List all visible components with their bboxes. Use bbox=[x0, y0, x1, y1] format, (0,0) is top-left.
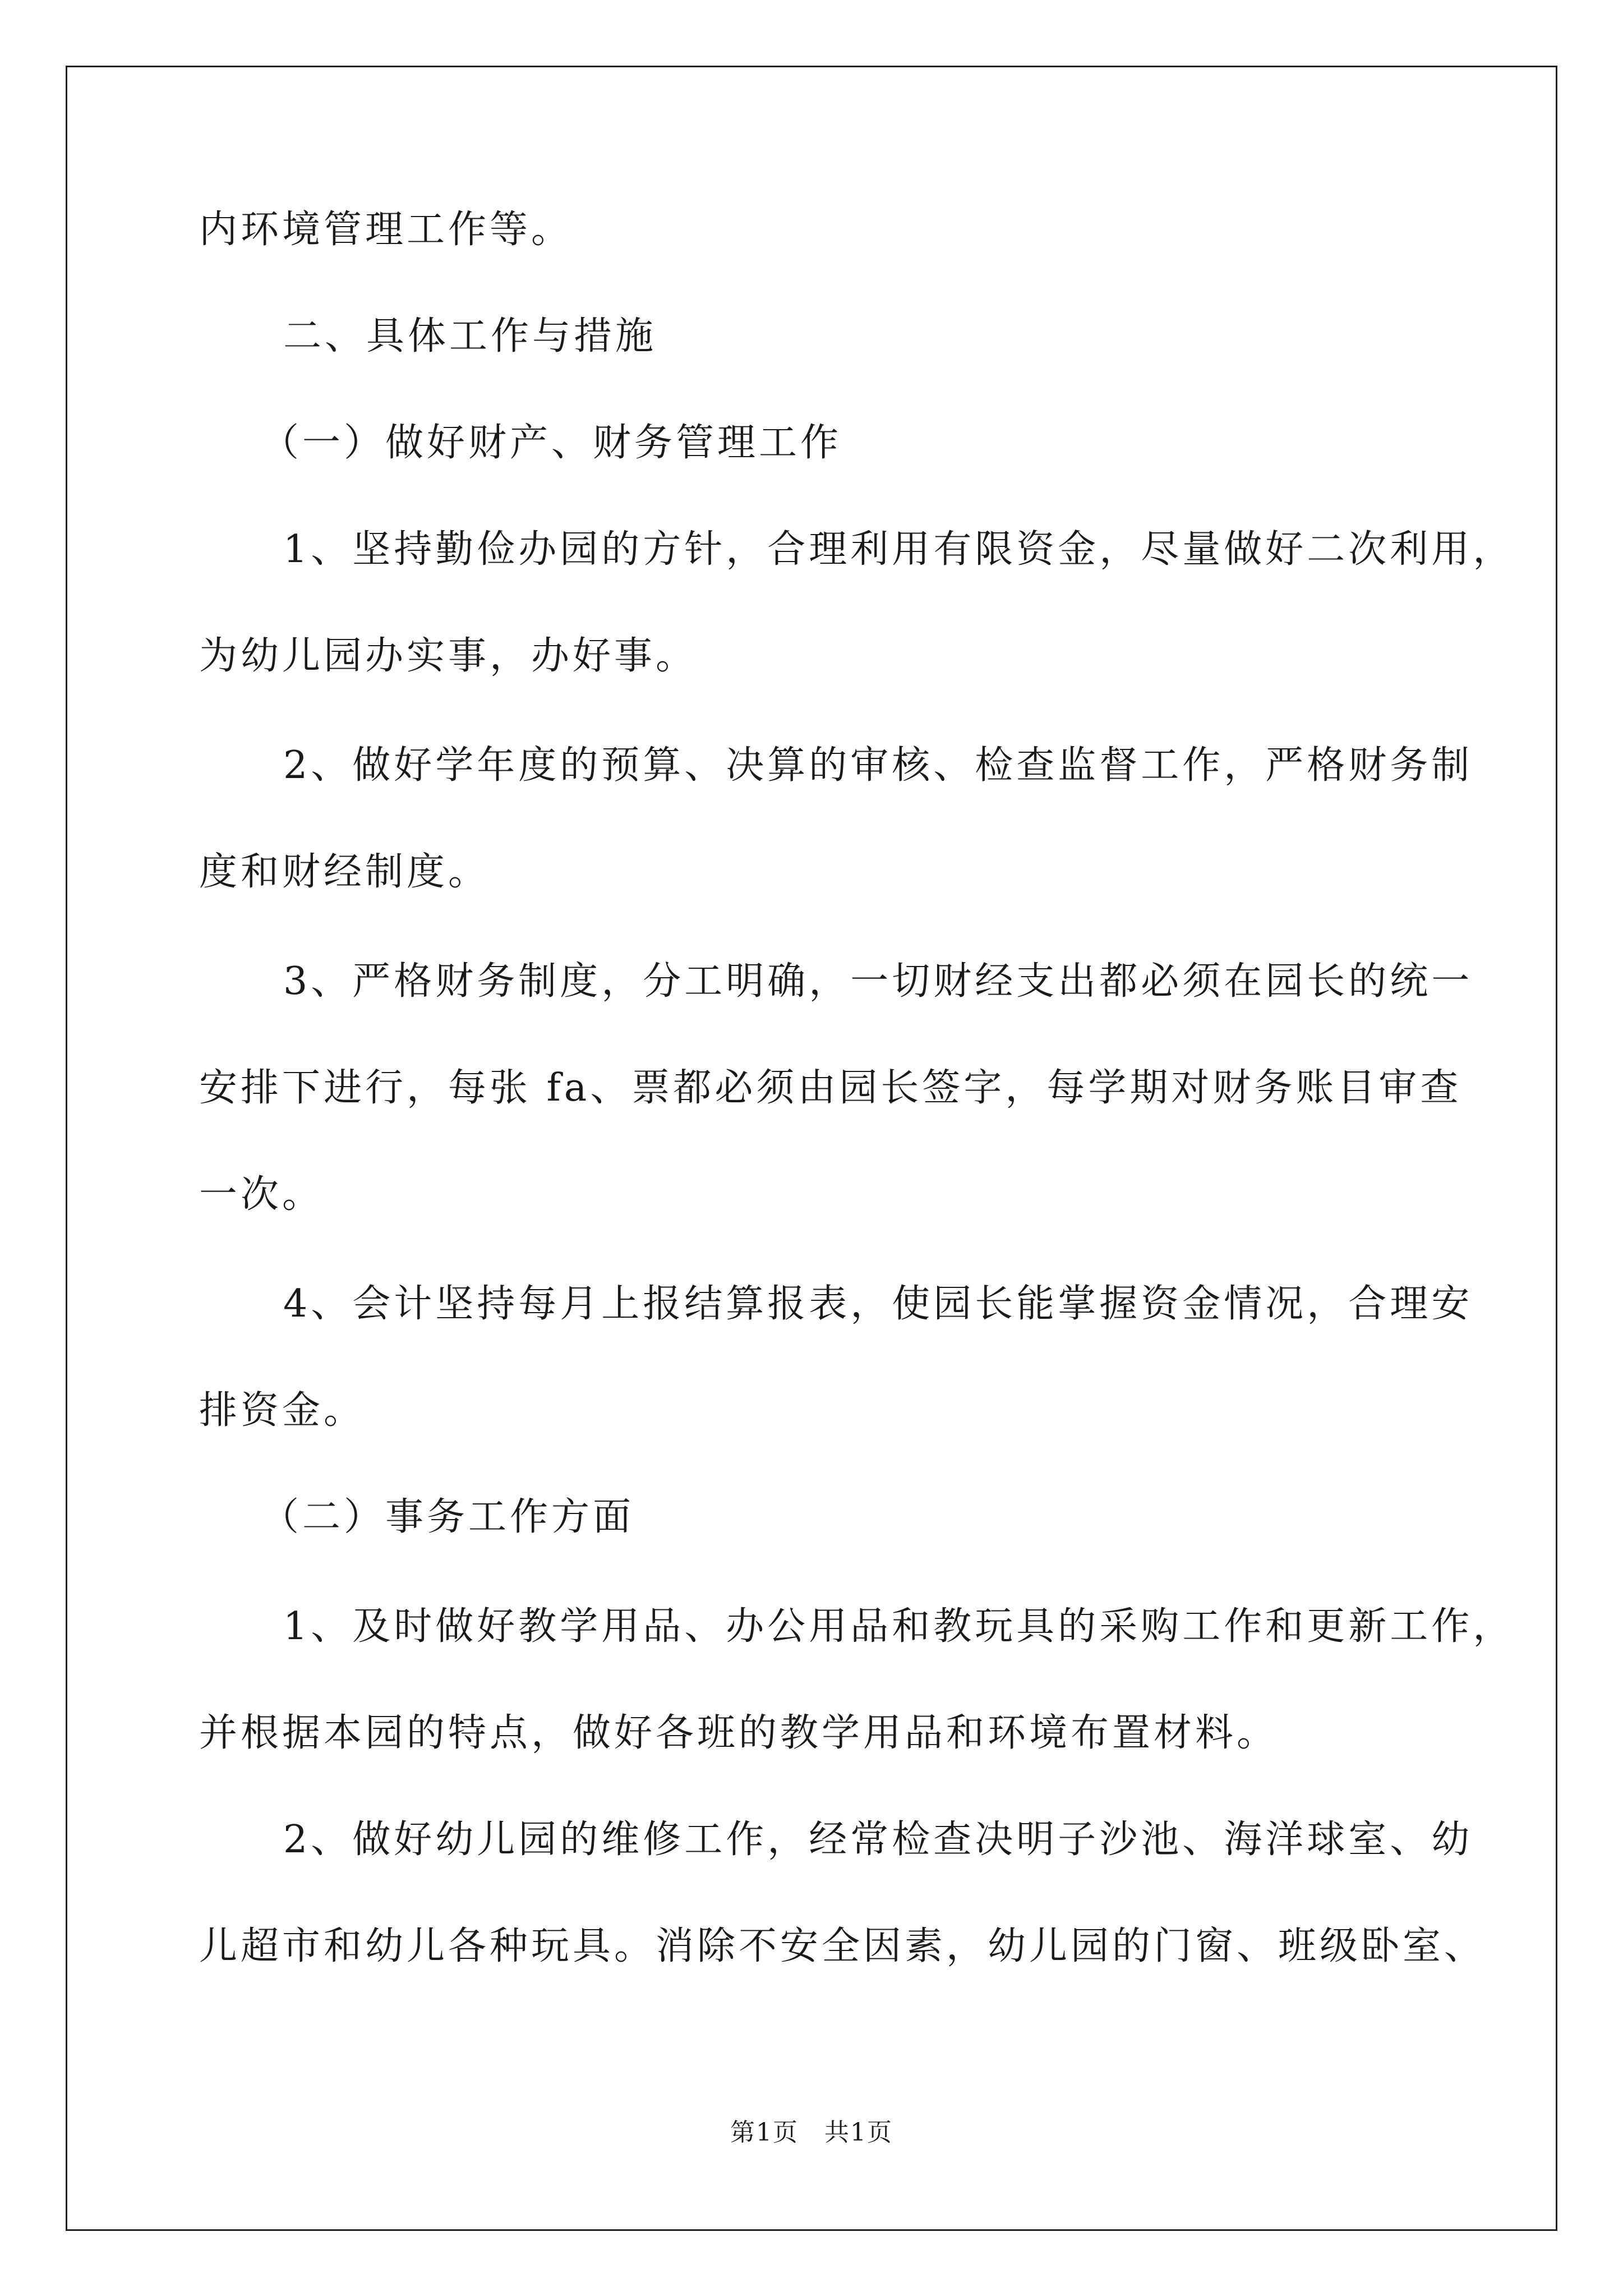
text-line: 1、及时做好教学用品、办公用品和教玩具的采购工作和更新工作， bbox=[283, 1604, 1515, 1649]
page-number-footer: 第1页 共1页 bbox=[730, 2118, 893, 2147]
subsection-heading: （一）做好财产、财务管理工作 bbox=[261, 421, 842, 465]
text-line: 安排下进行，每张 fa、票都必须由园长签字，每学期对财务账目审查 bbox=[199, 1066, 1462, 1110]
text-line: 一次。 bbox=[199, 1172, 324, 1217]
text-line: 度和财经制度。 bbox=[199, 850, 490, 894]
text-line: 儿超市和幼儿各种玩具。消除不安全因素，幼儿园的门窗、班级卧室、 bbox=[199, 1924, 1486, 1968]
subsection-heading: （二）事务工作方面 bbox=[261, 1495, 635, 1539]
text-line: 3、严格财务制度，分工明确，一切财经支出都必须在园长的统一 bbox=[283, 959, 1473, 1004]
text-line: 并根据本园的特点，做好各班的教学用品和环境布置材料。 bbox=[199, 1711, 1279, 1755]
text-line: 排资金。 bbox=[199, 1388, 366, 1433]
text-line: 1、坚持勤俭办园的方针，合理利用有限资金，尽量做好二次利用， bbox=[283, 527, 1515, 572]
text-line: 内环境管理工作等。 bbox=[199, 208, 573, 252]
text-line: 为幼儿园办实事，办好事。 bbox=[199, 634, 698, 678]
text-line: 2、做好幼儿园的维修工作，经常检查决明子沙池、海洋球室、幼 bbox=[283, 1818, 1473, 1862]
text-line: 4、会计坚持每月上报结算报表，使园长能掌握资金情况，合理安 bbox=[283, 1282, 1473, 1326]
section-heading: 二、具体工作与措施 bbox=[283, 314, 657, 358]
page-border bbox=[66, 66, 1557, 2231]
text-line: 2、做好学年度的预算、决算的审核、检查监督工作，严格财务制 bbox=[283, 743, 1473, 788]
